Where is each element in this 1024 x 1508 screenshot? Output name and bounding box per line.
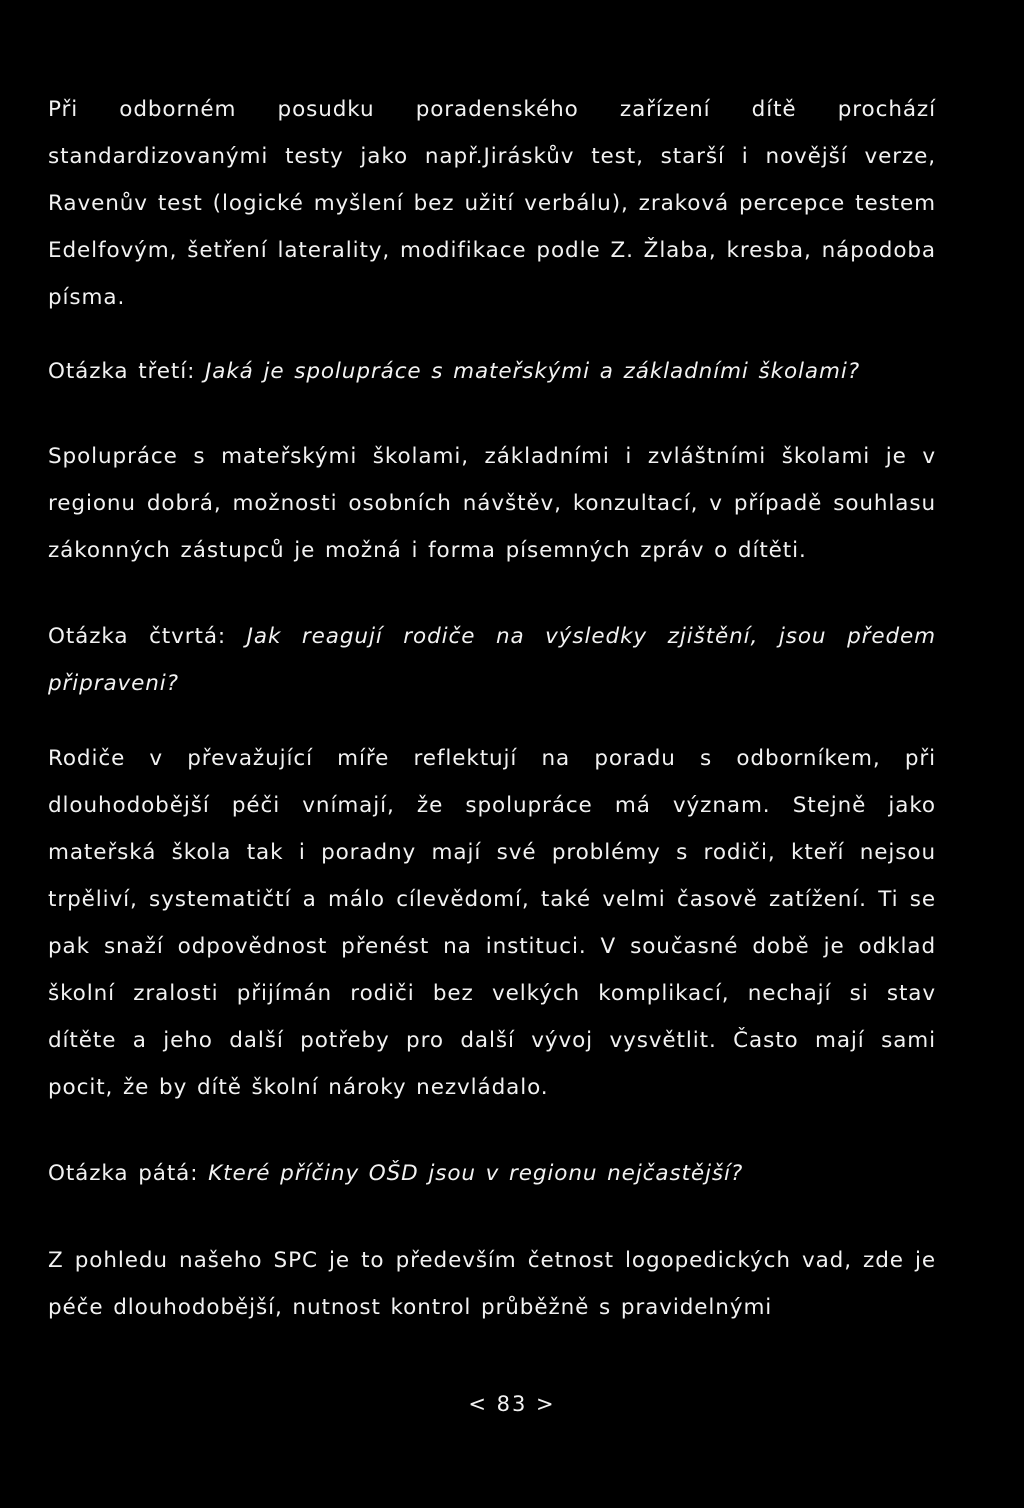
question-three-text: Jaká je spolupráce s mateřskými a základními školami?	[205, 359, 861, 384]
question-four-label: Otázka čtvrtá:	[48, 624, 227, 649]
page-number: < 83 >	[468, 1392, 556, 1416]
document-page	[48, 86, 936, 1331]
question-four	[48, 613, 936, 707]
question-five-text: Které příčiny OŠD jsou v regionu nejčastější?	[208, 1161, 744, 1186]
question-four-text: Jak reagují rodiče na výsledky zjištění, jsou předem připraveni?	[48, 624, 936, 696]
question-five	[48, 1150, 936, 1197]
paragraph-assessment-tests: Při odborném posudku poradenského zařízení dítě prochází standardizovanými testy jako např.Jiráskův test, starší i novější verze, Ravenův test (logické myšlení bez užití verbálu), zraková percepce testem Edelfovým, šetření laterality, modifikace podle Z. Žlaba, kresba, nápodoba písma.	[48, 97, 936, 310]
question-three-label: Otázka třetí:	[48, 359, 196, 384]
paragraph-parents-reaction: Rodiče v převažující míře reflektují na poradu s odborníkem, při dlouhodobější péči vnímají, že spolupráce má význam. Stejně jako mateřská škola tak i poradny mají své problémy s rodiči, kteří nejsou trpěliví, systematičtí a málo cílevědomí, také velmi časově zatížení. Ti se pak snaží odpovědnost přenést na instituci. V současné době je odklad školní zralosti přijímán rodiči bez velkých komplikací, nechají si stav dítěte a jeho další potřeby pro další vývoj vysvětlit. Často mají sami pocit, že by dítě školní nároky nezvládalo.	[48, 746, 936, 1100]
paragraph-spc-perspective: Z pohledu našeho SPC je to především četnost logopedických vad, zde je péče dlouhodobější, nutnost kontrol průběžně s pravidelnými	[48, 1248, 936, 1320]
paragraph-school-cooperation: Spolupráce s mateřskými školami, základními i zvláštními školami je v regionu dobrá, možnosti osobních návštěv, konzultací, v případě souhlasu zákonných zástupců je možná i forma písemných zpráv o dítěti.	[48, 444, 936, 563]
question-three	[48, 348, 936, 395]
question-five-label: Otázka pátá:	[48, 1161, 199, 1186]
